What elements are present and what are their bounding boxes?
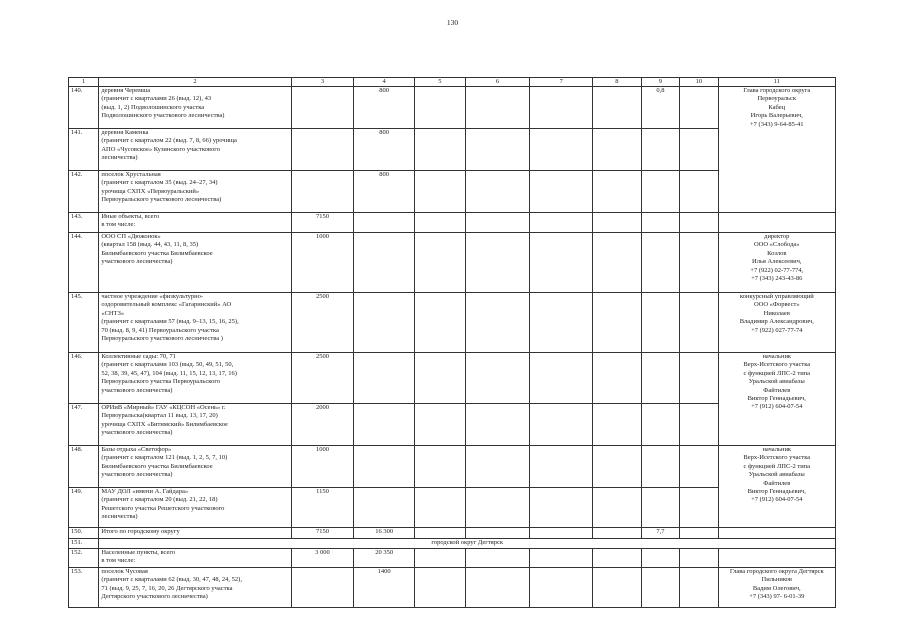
responsible-contact: Глава городского округа Первоуральск Кабец Игорь Валерьевич, +7 (343) 9-64-85-41: [718, 87, 835, 213]
object-name: Итого по городскому округу: [99, 528, 291, 539]
row-number: 145.: [69, 293, 99, 353]
header-cell: 6: [465, 78, 530, 87]
page-number: 130: [446, 18, 459, 27]
row-number: 152.: [69, 549, 99, 568]
area-value: 16 300: [354, 528, 415, 539]
row-number: 141.: [69, 129, 99, 171]
row-number: 144.: [69, 233, 99, 293]
table-row: [69, 293, 836, 353]
header-cell: 2: [99, 78, 291, 87]
responsible-contact: начальник Верх-Исетского участка с функцией ЛПС-2 типа Уральской авиабазы Файтилев Виктор Геннадьевич, +7 (912) 604-07-54: [718, 353, 835, 446]
header-cell: 11: [718, 78, 835, 87]
col9-value: 7,7: [641, 528, 679, 539]
header-cell: 5: [415, 78, 466, 87]
forest-fire-objects-table: [68, 77, 836, 608]
row-number: 147.: [69, 404, 99, 446]
area-value: 800: [354, 129, 415, 171]
object-name: поселок Хрустальная (граничит с кварталом 35 (выд. 24–27, 34) урочища СХПХ «Первоуральский» Первоуральского участкового лесничества): [99, 171, 291, 213]
area-value: 800: [354, 171, 415, 213]
area-value: 800: [354, 87, 415, 129]
header-cell: 7: [530, 78, 593, 87]
header-cell: 4: [354, 78, 415, 87]
row-number: 143.: [69, 213, 99, 233]
table-row: [69, 446, 836, 488]
section-heading: городской округ Дегтярск: [99, 539, 836, 549]
row-number: 149.: [69, 488, 99, 528]
responsible-contact: Глава городского округа Дегтярск Пильников Вадим Олегович, +7 (343) 97- 6-01-39: [718, 568, 835, 608]
area-value: 20 350: [354, 549, 415, 568]
row-number: 153.: [69, 568, 99, 608]
area-value: 2000: [291, 404, 354, 446]
header-cell: 3: [291, 78, 354, 87]
area-value: 7150: [291, 213, 354, 233]
row-number: 151.: [69, 539, 99, 549]
responsible-contact: начальник Верх-Исетского участка с функцией ЛПС-2 типа Уральской авиабазы Файтилев Виктор Геннадьевич, +7 (912) 604-07-54: [718, 446, 835, 528]
header-cell: 8: [593, 78, 642, 87]
col9-value: 0,8: [641, 87, 679, 129]
object-name: Коллективные сады: 70, 71 (граничит с кварталами 103 (выд. 50, 49, 51, 50, 52, 38, 39, 45, 47), 104 (выд. 11, 15, 12, 13, 17, 16) Первоуральского участка Первоуральского участкового лесничества): [99, 353, 291, 404]
table-row: [69, 549, 836, 568]
area-value: 1150: [291, 488, 354, 528]
table-row: [69, 539, 836, 549]
object-name: ООО СП «Дюжонок» (квартал 158 (выд. 44, 43, 11, 8, 35) Билимбаевского участка Билимбаевское участкового лесничества): [99, 233, 291, 293]
table-row: [69, 213, 836, 233]
object-name: частное учреждение «физкультурно- оздоровительный комплекс «Гагаринский» АО «СНТЗ» (граничит с кварталами 57 (выд. 9–13, 15, 16, 25), 70 (выд. 8, 9, 41) Первоуральского участка Первоуральского участкового лесничества ): [99, 293, 291, 353]
header-cell: 1: [69, 78, 99, 87]
area-value: 3 000: [291, 549, 354, 568]
area-value: 1000: [291, 233, 354, 293]
table-row: [69, 87, 836, 129]
row-number: 150.: [69, 528, 99, 539]
table-row: [69, 353, 836, 404]
responsible-contact: директор ООО «Слобода» Козлов Илья Алексеевич, +7 (922) 02-77-774, +7 (343) 243-43-86: [718, 233, 835, 293]
table-row: [69, 568, 836, 608]
responsible-contact: конкурсный управляющий ООО «Форвест» Николаев Владимир Александрович, +7 (922) 027-77-74: [718, 293, 835, 353]
row-number: 140.: [69, 87, 99, 129]
row-number: 142.: [69, 171, 99, 213]
object-name: Населенные пункты, всего в том числе:: [99, 549, 291, 568]
header-cell: 9: [641, 78, 679, 87]
object-name: деревня Каменка (граничит с кварталом 22 (выд. 7, 8, 66) урочища АПО «Чусовское» Кузинского участкового лесничества): [99, 129, 291, 171]
header-cell: 10: [680, 78, 718, 87]
area-value: 7150: [291, 528, 354, 539]
area-value: 1400: [354, 568, 415, 608]
area-value: 2500: [291, 293, 354, 353]
area-value: 2500: [291, 353, 354, 404]
row-number: 146.: [69, 353, 99, 404]
object-name: Иные объекты, всего в том числе:: [99, 213, 291, 233]
table-row: [69, 528, 836, 539]
table-row: [69, 233, 836, 293]
object-name: ОРИиВ «Мирный» ГАУ «КЦСОН «Осень» г. Первоуральска(квартал 11 выд. 13, 17, 20) урочища СХПХ «Битимский» Билимбаевское участкового лесничества): [99, 404, 291, 446]
object-name: МАУ ДОЛ «имени А. Гайдара» (граничит с кварталом 20 (выд. 21, 22, 18) Решетского участка Решетского участкового лесничества): [99, 488, 291, 528]
object-name: Базы отдыха «Светофор» (граничит с кварталом 121 (выд. 1, 2, 5, 7, 10) Билимбаевского участка Билимбаевское участкового лесничества): [99, 446, 291, 488]
object-name: поселок Чусовая (граничит с кварталами 62 (выд. 30, 47, 48, 24, 52), 71 (выд. 9, 25, 7, 16, 20, 26 Дегтярского участка Дегтярского участкового лесничества): [99, 568, 291, 608]
object-name: деревня Черемша (граничит с кварталами 26 (выд. 12), 43 (выд. 1, 2) Подволошинского участка Подволошинского участкового лесничества): [99, 87, 291, 129]
table-header-row: [69, 78, 836, 87]
area-value: 1000: [291, 446, 354, 488]
row-number: 148.: [69, 446, 99, 488]
